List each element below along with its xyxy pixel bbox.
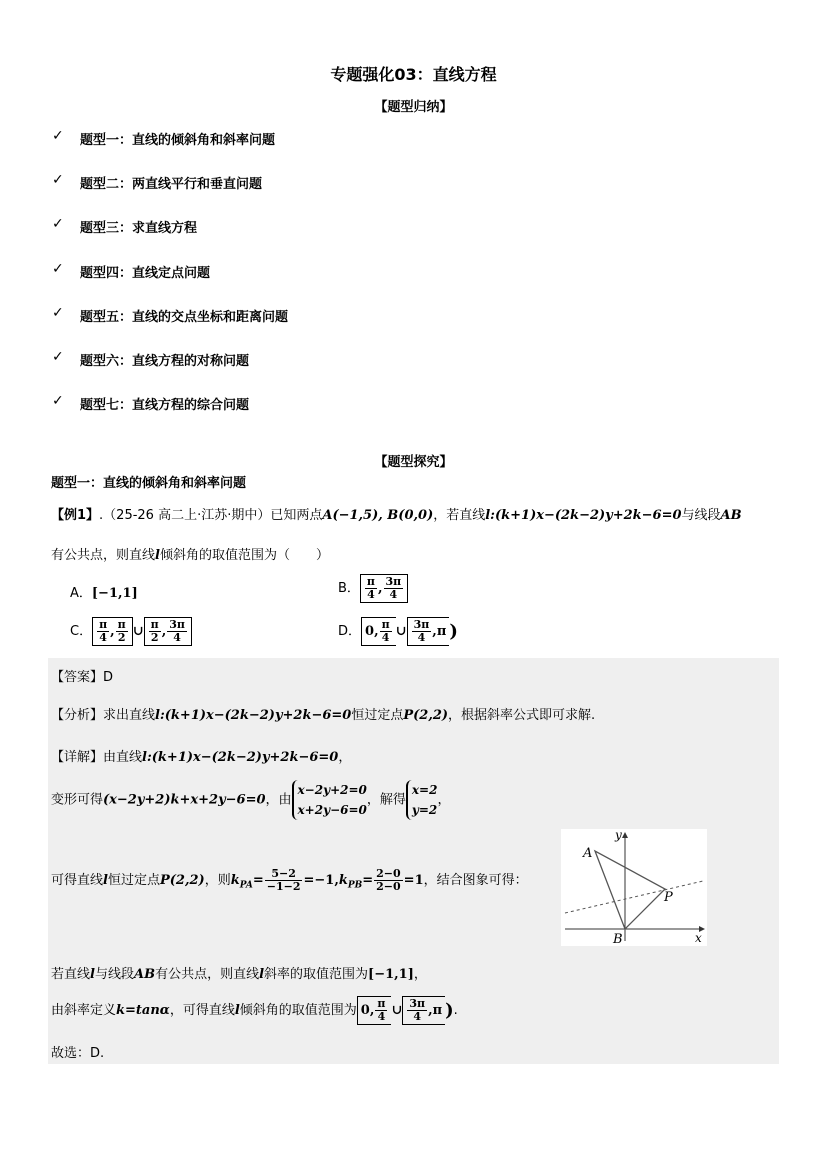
interval-bracket: $\frac{3\pi}{4}$ ,π xyxy=(407,617,450,646)
slope-symbol: k xyxy=(230,873,240,888)
fraction: $\frac{3\pi}{4}$ xyxy=(413,618,430,644)
example-text: 有公共点，则直线 xyxy=(51,548,156,563)
segment-ab: AB xyxy=(133,967,156,982)
detail-text: ， xyxy=(338,750,352,765)
analysis-equation: l:(k+1)x−(2k−2)y+2k−6=0 xyxy=(155,708,352,723)
analysis-line xyxy=(51,704,595,723)
check-icon: ✓ xyxy=(52,305,64,321)
detail-text: ，由 xyxy=(265,792,292,808)
fraction: $\frac{2-0}{2-0}$ xyxy=(376,867,401,893)
detail-text: 倾斜角的取值范围为 xyxy=(239,1003,357,1018)
detail-text: 恒过定点 xyxy=(107,873,160,888)
option-label: D． xyxy=(338,624,362,639)
geometry-figure xyxy=(561,829,707,946)
detail-text: 若直线 xyxy=(51,967,91,982)
answer-label: 【答案】 xyxy=(51,670,104,685)
fraction: $\frac{\pi}{4}$ xyxy=(99,618,108,644)
example-text: 倾斜角的取值范围为（ ） xyxy=(159,548,329,563)
fraction: $\frac{\pi}{2}$ xyxy=(150,618,159,644)
detail-line-1 xyxy=(51,746,351,765)
detail-text: ， xyxy=(437,792,451,808)
example-line-1 xyxy=(51,504,742,523)
section-explore-title: 【题型探究】 xyxy=(374,455,453,470)
detail-text: 与线段 xyxy=(94,967,134,982)
fraction: $\frac{\pi}{4}$ xyxy=(366,575,375,601)
slope-value: =1 xyxy=(403,873,424,888)
line-l: l xyxy=(234,1003,240,1018)
example-tag: 【例1】 xyxy=(51,508,100,523)
slope-definition: k=tanα xyxy=(116,1003,170,1018)
detail-text: . xyxy=(453,1003,458,1018)
fraction: $\frac{\pi}{4}$ xyxy=(377,997,386,1023)
detail-text: ，则 xyxy=(204,873,231,888)
analysis-text: ，根据斜率公式即可求解. xyxy=(448,708,596,723)
fraction: $\frac{3\pi}{4}$ xyxy=(409,997,426,1023)
detail-text: ，可得直线 xyxy=(169,1003,235,1018)
detail-equation: l:(k+1)x−(2k−2)y+2k−6=0 xyxy=(142,750,339,765)
option-value: [−1,1] xyxy=(91,586,138,601)
union-symbol: ∪ xyxy=(132,624,144,639)
detail-equation: (x−2y+2)k+x+2y−6=0 xyxy=(103,792,266,808)
detail-text: ，解得 xyxy=(366,792,406,808)
answer-line xyxy=(51,666,113,685)
interval-bracket: $\frac{\pi}{2}$ , $\frac{3\pi}{4}$ xyxy=(144,617,192,646)
detail-line-5: 由斜率定义k=tanα，可得直线l倾斜角的取值范围为 0, $\frac{\pi}{4}$ ∪ $\frac{3\pi}{4}$ ,π ). xyxy=(51,997,458,1023)
detail-line-3: 可得直线l恒过定点P(2,2)，则$k_{PA}=$ $\frac{5-2}{-1-2}$ $=-1,k_{PB}=$ $\frac{2-0}{2-0}$ =1，结合图象可得： xyxy=(51,867,528,893)
page-title: 专题强化03：直线方程 xyxy=(330,65,497,84)
detail-text: 有公共点，则直线 xyxy=(155,967,260,982)
detail-text: ，结合图象可得： xyxy=(423,873,528,888)
fixed-point: P(2,2) xyxy=(403,708,449,723)
slope-value: =−1, xyxy=(303,873,339,888)
fraction: $\frac{\pi}{4}$ xyxy=(381,618,390,644)
category-heading: 题型一：直线的倾斜角和斜率问题 xyxy=(51,476,247,491)
slope-symbol: k xyxy=(338,873,348,888)
option-label: B． xyxy=(338,581,360,596)
line-l: l xyxy=(259,967,265,982)
category-item: 题型七：直线方程的综合问题 xyxy=(80,398,250,413)
solution-system: x=2 y=2 xyxy=(406,780,438,820)
detail-text: 由直线 xyxy=(103,750,143,765)
check-icon: ✓ xyxy=(52,393,64,409)
interval-bracket: $\frac{3\pi}{4}$ ,π xyxy=(402,996,445,1025)
category-item: 题型三：求直线方程 xyxy=(80,221,198,236)
answer-value: D xyxy=(103,670,114,685)
category-item: 题型二：两直线平行和垂直问题 xyxy=(80,177,263,192)
fraction: $\frac{3\pi}{4}$ xyxy=(169,618,185,644)
equation-system: x−2y+2=0 x+2y−6=0 xyxy=(292,780,367,820)
analysis-text: 恒过定点 xyxy=(351,708,404,723)
detail-text: 由斜率定义 xyxy=(51,1003,117,1018)
option-d[interactable]: D． 0, $\frac{\pi}{4}$ ∪ $\frac{3\pi}{4}$ ,π ) xyxy=(338,618,458,644)
point-b-label: B xyxy=(613,932,623,946)
option-label: C． xyxy=(70,624,93,639)
detail-text: 变形可得 xyxy=(51,792,104,808)
interval-bracket: 0, $\frac{\pi}{4}$ xyxy=(357,996,392,1025)
analysis-label: 【分析】 xyxy=(51,708,104,723)
detail-line-6: 故选：D. xyxy=(51,1046,105,1061)
check-icon: ✓ xyxy=(52,128,64,144)
interval-bracket: $\frac{\pi}{4}$ , $\frac{3\pi}{4}$ xyxy=(360,574,408,603)
fraction: $\frac{3\pi}{4}$ xyxy=(385,575,402,601)
fraction: $\frac{\pi}{2}$ xyxy=(117,618,126,644)
category-item: 题型五：直线的交点坐标和距离问题 xyxy=(80,310,289,325)
check-icon: ✓ xyxy=(52,172,64,188)
check-icon: ✓ xyxy=(52,216,64,232)
example-text: ，若直线 xyxy=(433,508,486,523)
section-summary-title: 【题型归纳】 xyxy=(374,100,453,115)
x-axis-label: x xyxy=(695,931,702,945)
category-item: 题型四：直线定点问题 xyxy=(80,266,211,281)
point-a-label: A xyxy=(583,846,593,861)
y-axis-label: y xyxy=(615,829,622,842)
line-l: l xyxy=(90,967,95,982)
check-icon: ✓ xyxy=(52,349,64,365)
line-l: l xyxy=(155,548,160,563)
detail-text: 可得直线 xyxy=(51,873,104,888)
check-icon: ✓ xyxy=(52,261,64,277)
category-item: 题型六：直线方程的对称问题 xyxy=(80,354,250,369)
fixed-point: P(2,2) xyxy=(159,873,205,888)
example-line-2 xyxy=(51,544,329,563)
analysis-text: 求出直线 xyxy=(103,708,156,723)
category-item: 题型一：直线的倾斜角和斜率问题 xyxy=(80,133,276,148)
detail-line-2 xyxy=(51,780,450,820)
union-symbol: ∪ xyxy=(391,1003,403,1018)
segment-ab: AB xyxy=(720,508,742,523)
example-text: 与线段 xyxy=(681,508,721,523)
point-p-label: P xyxy=(664,890,673,905)
slope-subscript: PB xyxy=(347,880,363,891)
slope-range: [−1,1] xyxy=(368,967,414,982)
example-points: A(−1,5), B(0,0) xyxy=(322,508,434,523)
option-b[interactable] xyxy=(338,574,408,603)
option-a[interactable] xyxy=(70,582,138,601)
detail-line-4 xyxy=(51,963,427,982)
example-source: .（25-26 高二上·江苏·期中）已知两点 xyxy=(99,508,323,523)
example-line-equation: l:(k+1)x−(2k−2)y+2k−6=0 xyxy=(485,508,682,523)
interval-bracket: 0, $\frac{\pi}{4}$ xyxy=(361,617,396,646)
interval-bracket: $\frac{\pi}{4}$ , $\frac{\pi}{2}$ xyxy=(92,617,133,646)
detail-text: ， xyxy=(413,967,427,982)
slope-subscript: PA xyxy=(239,880,253,891)
detail-label: 【详解】 xyxy=(51,750,104,765)
detail-text: 斜率的取值范围为 xyxy=(264,967,369,982)
fraction: $\frac{5-2}{-1-2}$ xyxy=(266,867,301,893)
line-l: l xyxy=(103,873,108,888)
option-label: A． xyxy=(70,586,92,601)
option-c[interactable] xyxy=(70,617,192,646)
union-symbol: ∪ xyxy=(395,624,407,639)
